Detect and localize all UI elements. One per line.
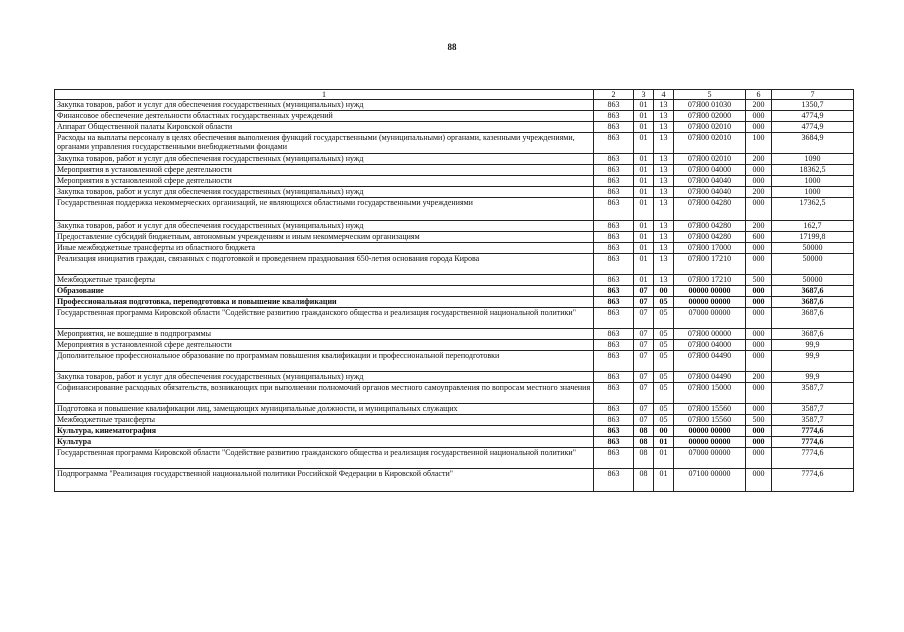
expense-type-cell: 000 (746, 286, 772, 297)
chapter-code-cell: 863 (594, 286, 634, 297)
section-code-cell: 01 (634, 187, 654, 198)
row-name-cell: Закупка товаров, работ и услуг для обеспечения государственных (муниципальных) нужд (55, 221, 594, 232)
target-article-cell: 07Я00 15560 (674, 404, 746, 415)
subsection-code-cell: 13 (654, 133, 674, 154)
chapter-code-cell: 863 (594, 372, 634, 383)
subsection-code-cell: 05 (654, 383, 674, 404)
amount-cell: 17199,8 (772, 232, 854, 243)
table-row (55, 308, 854, 329)
expense-type-cell: 200 (746, 372, 772, 383)
row-name-cell: Мероприятия в установленной сфере деятельности (55, 176, 594, 187)
subsection-code-cell: 00 (654, 426, 674, 437)
amount-cell: 18362,5 (772, 165, 854, 176)
expense-type-cell: 000 (746, 176, 772, 187)
section-code-cell: 07 (634, 383, 654, 404)
row-name-cell: Подготовка и повышение квалификации лиц, замещающих муниципальные должности, и муниципальных служащих (55, 404, 594, 415)
section-code-cell: 01 (634, 232, 654, 243)
row-name-cell: Иные межбюджетные трансферты из областного бюджета (55, 243, 594, 254)
amount-cell: 3587,7 (772, 415, 854, 426)
chapter-code-cell: 863 (594, 154, 634, 165)
row-name-cell: Софинансирование расходных обязательств, возникающих при выполнении полномочий органов местного самоуправления по вопросам местного значения (55, 383, 594, 404)
chapter-code-cell: 863 (594, 221, 634, 232)
row-name-cell: Мероприятия в установленной сфере деятельности (55, 340, 594, 351)
row-name-cell: Расходы на выплаты персоналу в целях обеспечения выполнения функций государственными (муниципальными) органами, казенными учреждениями, органами управления государственными внебюджетными фондами (55, 133, 594, 154)
row-name-cell: Дополнительное профессиональное образование по программам повышения квалификации и профессиональной переподготовки (55, 351, 594, 372)
subsection-code-cell: 13 (654, 100, 674, 111)
amount-cell: 3687,6 (772, 329, 854, 340)
table-row (55, 221, 854, 232)
amount-cell: 3687,6 (772, 297, 854, 308)
section-code-cell: 07 (634, 286, 654, 297)
target-article-cell: 07Я00 17000 (674, 243, 746, 254)
column-header: 4 (654, 90, 674, 100)
subsection-code-cell: 13 (654, 275, 674, 286)
expense-type-cell: 000 (746, 426, 772, 437)
table-row (55, 243, 854, 254)
chapter-code-cell: 863 (594, 275, 634, 286)
chapter-code-cell: 863 (594, 111, 634, 122)
subsection-code-cell: 13 (654, 221, 674, 232)
row-name-cell: Закупка товаров, работ и услуг для обеспечения государственных (муниципальных) нужд (55, 187, 594, 198)
section-code-cell: 08 (634, 437, 654, 448)
amount-cell: 1000 (772, 187, 854, 198)
row-name-cell: Образование (55, 286, 594, 297)
amount-cell: 50000 (772, 243, 854, 254)
row-name-cell: Закупка товаров, работ и услуг для обеспечения государственных (муниципальных) нужд (55, 100, 594, 111)
chapter-code-cell: 863 (594, 176, 634, 187)
section-code-cell: 01 (634, 275, 654, 286)
page-number: 88 (447, 42, 457, 52)
chapter-code-cell: 863 (594, 165, 634, 176)
row-name-cell: Закупка товаров, работ и услуг для обеспечения государственных (муниципальных) нужд (55, 154, 594, 165)
subsection-code-cell: 05 (654, 329, 674, 340)
target-article-cell: 00000 00000 (674, 286, 746, 297)
column-header: 1 (55, 90, 594, 100)
expense-type-cell: 000 (746, 469, 772, 492)
table-row (55, 187, 854, 198)
expense-type-cell: 000 (746, 111, 772, 122)
section-code-cell: 01 (634, 176, 654, 187)
section-code-cell: 07 (634, 404, 654, 415)
amount-cell: 7774,6 (772, 469, 854, 492)
amount-cell: 7774,6 (772, 448, 854, 469)
row-name-cell: Межбюджетные трансферты (55, 275, 594, 286)
amount-cell: 3684,9 (772, 133, 854, 154)
table-body (55, 100, 854, 492)
amount-cell: 3687,6 (772, 308, 854, 329)
amount-cell: 7774,6 (772, 426, 854, 437)
target-article-cell: 07000 00000 (674, 448, 746, 469)
chapter-code-cell: 863 (594, 469, 634, 492)
expense-type-cell: 000 (746, 122, 772, 133)
column-header: 6 (746, 90, 772, 100)
expense-type-cell: 600 (746, 232, 772, 243)
table-row (55, 383, 854, 404)
amount-cell: 1090 (772, 154, 854, 165)
row-name-cell: Государственная программа Кировской области "Содействие развитию гражданского общества и реализация государственной национальной политики" (55, 308, 594, 329)
table-row (55, 176, 854, 187)
row-name-cell: Мероприятия, не вошедшие в подпрограммы (55, 329, 594, 340)
section-code-cell: 01 (634, 165, 654, 176)
amount-cell: 50000 (772, 254, 854, 275)
table-row (55, 133, 854, 154)
section-code-cell: 07 (634, 340, 654, 351)
row-name-cell: Культура, кинематография (55, 426, 594, 437)
row-name-cell: Профессиональная подготовка, переподготовка и повышение квалификации (55, 297, 594, 308)
target-article-cell: 00000 00000 (674, 437, 746, 448)
section-code-cell: 01 (634, 111, 654, 122)
chapter-code-cell: 863 (594, 100, 634, 111)
amount-cell: 162,7 (772, 221, 854, 232)
target-article-cell: 07Я00 01030 (674, 100, 746, 111)
expense-type-cell: 200 (746, 221, 772, 232)
row-name-cell: Финансовое обеспечение деятельности областных государственных учреждений (55, 111, 594, 122)
row-name-cell: Аппарат Общественной палаты Кировской области (55, 122, 594, 133)
amount-cell: 99,9 (772, 340, 854, 351)
row-name-cell: Мероприятия в установленной сфере деятельности (55, 165, 594, 176)
subsection-code-cell: 05 (654, 297, 674, 308)
table-header-row (55, 90, 854, 100)
expense-type-cell: 000 (746, 297, 772, 308)
target-article-cell: 07000 00000 (674, 308, 746, 329)
table-row (55, 111, 854, 122)
expense-type-cell: 200 (746, 187, 772, 198)
amount-cell: 17362,5 (772, 198, 854, 221)
target-article-cell: 07Я00 02000 (674, 111, 746, 122)
amount-cell: 50000 (772, 275, 854, 286)
target-article-cell: 07Я00 02010 (674, 122, 746, 133)
target-article-cell: 07100 00000 (674, 469, 746, 492)
expense-type-cell: 000 (746, 383, 772, 404)
row-name-cell: Культура (55, 437, 594, 448)
target-article-cell: 07Я00 04000 (674, 340, 746, 351)
subsection-code-cell: 01 (654, 448, 674, 469)
target-article-cell: 07Я00 04490 (674, 351, 746, 372)
chapter-code-cell: 863 (594, 448, 634, 469)
budget-table (54, 89, 854, 492)
target-article-cell: 07Я00 17210 (674, 254, 746, 275)
target-article-cell: 00000 00000 (674, 297, 746, 308)
subsection-code-cell: 05 (654, 404, 674, 415)
section-code-cell: 07 (634, 308, 654, 329)
expense-type-cell: 000 (746, 448, 772, 469)
amount-cell: 1000 (772, 176, 854, 187)
section-code-cell: 01 (634, 122, 654, 133)
chapter-code-cell: 863 (594, 383, 634, 404)
amount-cell: 3587,7 (772, 404, 854, 415)
target-article-cell: 07Я00 17210 (674, 275, 746, 286)
subsection-code-cell: 13 (654, 198, 674, 221)
subsection-code-cell: 13 (654, 111, 674, 122)
section-code-cell: 01 (634, 133, 654, 154)
table-row (55, 297, 854, 308)
section-code-cell: 08 (634, 448, 654, 469)
amount-cell: 99,9 (772, 372, 854, 383)
section-code-cell: 07 (634, 415, 654, 426)
subsection-code-cell: 05 (654, 340, 674, 351)
column-header: 5 (674, 90, 746, 100)
table-row (55, 404, 854, 415)
chapter-code-cell: 863 (594, 232, 634, 243)
table-row (55, 372, 854, 383)
target-article-cell: 00000 00000 (674, 426, 746, 437)
expense-type-cell: 500 (746, 275, 772, 286)
table-row (55, 122, 854, 133)
chapter-code-cell: 863 (594, 254, 634, 275)
section-code-cell: 01 (634, 154, 654, 165)
chapter-code-cell: 863 (594, 187, 634, 198)
subsection-code-cell: 05 (654, 372, 674, 383)
target-article-cell: 07Я00 04280 (674, 232, 746, 243)
section-code-cell: 08 (634, 426, 654, 437)
section-code-cell: 07 (634, 329, 654, 340)
table-row (55, 437, 854, 448)
section-code-cell: 07 (634, 351, 654, 372)
table-row (55, 286, 854, 297)
expense-type-cell: 000 (746, 437, 772, 448)
row-name-cell: Закупка товаров, работ и услуг для обеспечения государственных (муниципальных) нужд (55, 372, 594, 383)
subsection-code-cell: 01 (654, 469, 674, 492)
expense-type-cell: 000 (746, 243, 772, 254)
table-row (55, 469, 854, 492)
target-article-cell: 07Я00 04280 (674, 198, 746, 221)
subsection-code-cell: 13 (654, 165, 674, 176)
target-article-cell: 07Я00 02010 (674, 154, 746, 165)
subsection-code-cell: 13 (654, 243, 674, 254)
amount-cell: 3587,7 (772, 383, 854, 404)
row-name-cell: Государственная программа Кировской области "Содействие развитию гражданского общества и реализация государственной национальной политики" (55, 448, 594, 469)
expense-type-cell: 000 (746, 340, 772, 351)
target-article-cell: 07Я00 04280 (674, 221, 746, 232)
subsection-code-cell: 05 (654, 308, 674, 329)
subsection-code-cell: 13 (654, 187, 674, 198)
row-name-cell: Реализация инициатив граждан, связанных с подготовкой и проведением празднования 650-летия основания города Кирова (55, 254, 594, 275)
column-header: 2 (594, 90, 634, 100)
section-code-cell: 07 (634, 297, 654, 308)
section-code-cell: 01 (634, 243, 654, 254)
section-code-cell: 08 (634, 469, 654, 492)
subsection-code-cell: 13 (654, 154, 674, 165)
target-article-cell: 07Я00 04040 (674, 187, 746, 198)
amount-cell: 3687,6 (772, 286, 854, 297)
table-row (55, 232, 854, 243)
table-row (55, 254, 854, 275)
expense-type-cell: 000 (746, 308, 772, 329)
table-row (55, 165, 854, 176)
amount-cell: 7774,6 (772, 437, 854, 448)
subsection-code-cell: 13 (654, 176, 674, 187)
row-name-cell: Межбюджетные трансферты (55, 415, 594, 426)
subsection-code-cell: 05 (654, 351, 674, 372)
table-row (55, 351, 854, 372)
amount-cell: 4774,9 (772, 111, 854, 122)
table-row (55, 154, 854, 165)
table-row (55, 426, 854, 437)
section-code-cell: 01 (634, 254, 654, 275)
expense-type-cell: 100 (746, 133, 772, 154)
target-article-cell: 07Я00 04040 (674, 176, 746, 187)
chapter-code-cell: 863 (594, 133, 634, 154)
subsection-code-cell: 13 (654, 254, 674, 275)
table-row (55, 198, 854, 221)
table-row (55, 448, 854, 469)
expense-type-cell: 000 (746, 198, 772, 221)
target-article-cell: 07Я00 15000 (674, 383, 746, 404)
table-row (55, 275, 854, 286)
row-name-cell: Государственная поддержка некоммерческих организаций, не являющихся областными государственными учреждениями (55, 198, 594, 221)
section-code-cell: 01 (634, 198, 654, 221)
amount-cell: 4774,9 (772, 122, 854, 133)
column-header: 7 (772, 90, 854, 100)
chapter-code-cell: 863 (594, 329, 634, 340)
table-row (55, 100, 854, 111)
row-name-cell: Подпрограмма "Реализация государственной национальной политики Российской Федерации в Кировской области" (55, 469, 594, 492)
table-row (55, 340, 854, 351)
chapter-code-cell: 863 (594, 308, 634, 329)
expense-type-cell: 200 (746, 154, 772, 165)
expense-type-cell: 000 (746, 165, 772, 176)
subsection-code-cell: 13 (654, 122, 674, 133)
table-row (55, 329, 854, 340)
chapter-code-cell: 863 (594, 351, 634, 372)
subsection-code-cell: 01 (654, 437, 674, 448)
target-article-cell: 07Я00 15560 (674, 415, 746, 426)
amount-cell: 1350,7 (772, 100, 854, 111)
section-code-cell: 01 (634, 221, 654, 232)
target-article-cell: 07Я00 02010 (674, 133, 746, 154)
section-code-cell: 07 (634, 372, 654, 383)
chapter-code-cell: 863 (594, 415, 634, 426)
chapter-code-cell: 863 (594, 122, 634, 133)
expense-type-cell: 500 (746, 415, 772, 426)
section-code-cell: 01 (634, 100, 654, 111)
expense-type-cell: 000 (746, 351, 772, 372)
chapter-code-cell: 863 (594, 426, 634, 437)
subsection-code-cell: 00 (654, 286, 674, 297)
chapter-code-cell: 863 (594, 404, 634, 415)
target-article-cell: 07Я00 04490 (674, 372, 746, 383)
target-article-cell: 07Я00 04000 (674, 165, 746, 176)
row-name-cell: Предоставление субсидий бюджетным, автономным учреждениям и иным некоммерческим организациям (55, 232, 594, 243)
chapter-code-cell: 863 (594, 297, 634, 308)
expense-type-cell: 000 (746, 254, 772, 275)
chapter-code-cell: 863 (594, 437, 634, 448)
subsection-code-cell: 13 (654, 232, 674, 243)
expense-type-cell: 200 (746, 100, 772, 111)
column-header: 3 (634, 90, 654, 100)
chapter-code-cell: 863 (594, 243, 634, 254)
amount-cell: 99,9 (772, 351, 854, 372)
chapter-code-cell: 863 (594, 340, 634, 351)
table-row (55, 415, 854, 426)
subsection-code-cell: 05 (654, 415, 674, 426)
chapter-code-cell: 863 (594, 198, 634, 221)
expense-type-cell: 000 (746, 404, 772, 415)
target-article-cell: 07Я00 00000 (674, 329, 746, 340)
expense-type-cell: 000 (746, 329, 772, 340)
